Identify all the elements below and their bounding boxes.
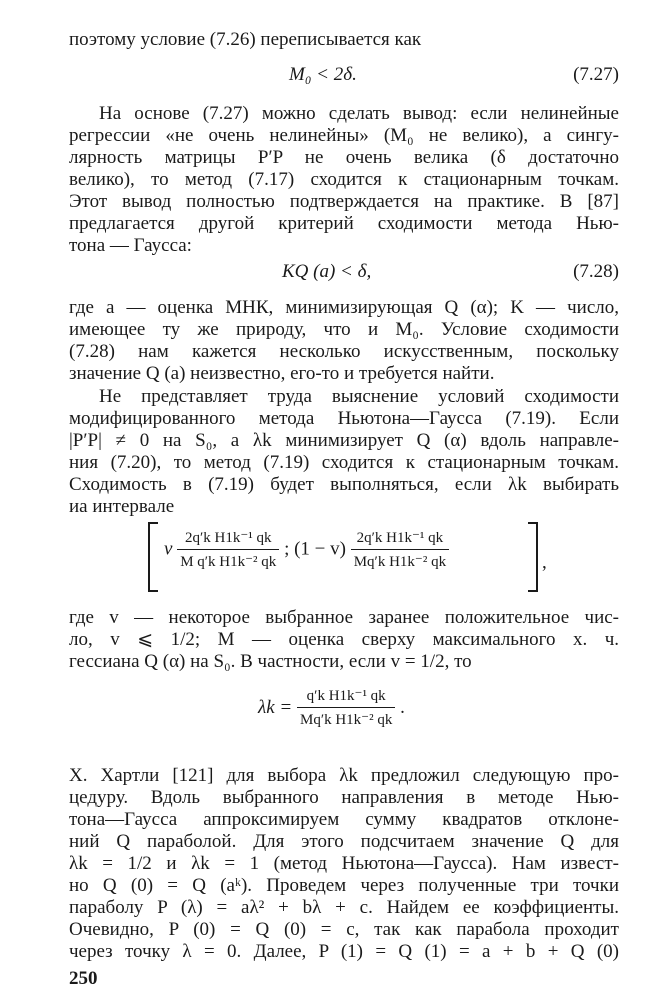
equation-expression: M₀ < 2δ. (289, 64, 357, 85)
text-line: ло, v ⩽ 1/2; M — оценка сверху максимального х. ч. (69, 629, 619, 650)
page-number: 250 (69, 968, 98, 989)
trailing-comma: , (542, 552, 547, 573)
equation-expression: KQ (a) < δ, (282, 261, 372, 282)
fraction (297, 686, 395, 730)
text-line: через точку λ = 0. Далее, P (1) = Q (1) = a + b + Q (0) (69, 941, 619, 962)
text-line: Этот вывод полностью подтверждается на практике. В [87] (69, 191, 619, 212)
left-bracket (148, 522, 158, 592)
text-line: Х. Хартли [121] для выбора λk предложил следующую про- (69, 765, 619, 786)
numerator: 2q′k H1k⁻¹ qk (351, 528, 449, 550)
numerator: q′k H1k⁻¹ qk (297, 686, 395, 708)
text-line: Сходимость в (7.19) будет выполняться, если λk выбирать (69, 474, 619, 495)
lambda-lhs: λk = (258, 697, 293, 718)
text-line: ний Q параболой. Для этого подсчитаем значение Q для (69, 831, 619, 852)
numerator: 2q′k H1k⁻¹ qk (177, 528, 279, 550)
text-line: тона — Гаусса: (69, 235, 192, 256)
interval-formula (148, 522, 547, 592)
v-coefficient: v (164, 538, 173, 560)
text-line: иа интервале (69, 496, 175, 517)
equation-number: (7.27) (573, 64, 619, 85)
fraction (351, 528, 449, 572)
text-line: (7.28) нам кажется несколько искусственным, поскольку (69, 341, 619, 362)
denominator: M q′k H1k⁻² qk (180, 554, 277, 570)
text-line: предлагается другой критерий сходимости метода Нью- (69, 213, 619, 234)
equation-7-27 (69, 62, 619, 88)
text-line: значение Q (a) неизвестно, его-то и требуется найти. (69, 363, 495, 384)
text-line: Очевидно, P (0) = Q (0) = c, так как парабола проходит (69, 919, 619, 940)
text-line: лярность матрицы P′P не очень велика (δ достаточно (69, 147, 619, 168)
separator: ; (1 − v) (284, 538, 346, 560)
text-line: Не представляет труда выяснение условий сходимости (99, 386, 619, 407)
text-line: где v — некоторое выбранное заранее положительное чис- (69, 607, 619, 628)
text-line: параболу P (λ) = aλ² + bλ + c. Найдем ее коэффициенты. (69, 897, 619, 918)
text-line: но Q (0) = Q (aᵏ). Проведем через полученные три точки (69, 875, 619, 896)
denominator: Mq′k H1k⁻² qk (299, 712, 393, 728)
text-line: где a — оценка МНК, минимизирующая Q (α); K — число, (69, 297, 619, 318)
lambda-formula (258, 686, 438, 742)
text-line: гессиана Q (α) на S₀. В частности, если v = 1/2, то (69, 651, 472, 672)
text-line: |P′P| ≠ 0 на S₀, а λk минимизирует Q (α) вдоль направле- (69, 430, 619, 451)
text-line: регрессии «не очень нелинейны» (M₀ не велико), а сингу- (69, 125, 619, 146)
equation-7-28 (69, 259, 619, 285)
trailing-period: . (400, 697, 405, 718)
right-bracket (528, 522, 538, 592)
equation-number: (7.28) (573, 261, 619, 282)
text-line: имеющее ту же природу, что и M₀. Условие сходимости (69, 319, 619, 340)
text-line: велико), то метод (7.17) сходится к стационарным точкам. (69, 169, 619, 190)
book-page (69, 0, 619, 1000)
text-line: тона—Гаусса аппроксимируем сумму квадратов отклоне- (69, 809, 619, 830)
text-line: модифицированного метода Ньютона—Гаусса (7.19). Если (69, 408, 619, 429)
text-line: цедуру. Вдоль выбранного направления в методе Нью- (69, 787, 619, 808)
denominator: Mq′k H1k⁻² qk (353, 554, 447, 570)
text-line: ния (7.20), то метод (7.19) сходится к стационарным точкам. (69, 452, 619, 473)
text-line: λk = 1/2 и λk = 1 (метод Ньютона—Гаусса). Нам извест- (69, 853, 619, 874)
text-line: поэтому условие (7.26) переписывается как (69, 29, 422, 50)
text-line: На основе (7.27) можно сделать вывод: если нелинейные (99, 103, 619, 124)
fraction (177, 528, 279, 572)
